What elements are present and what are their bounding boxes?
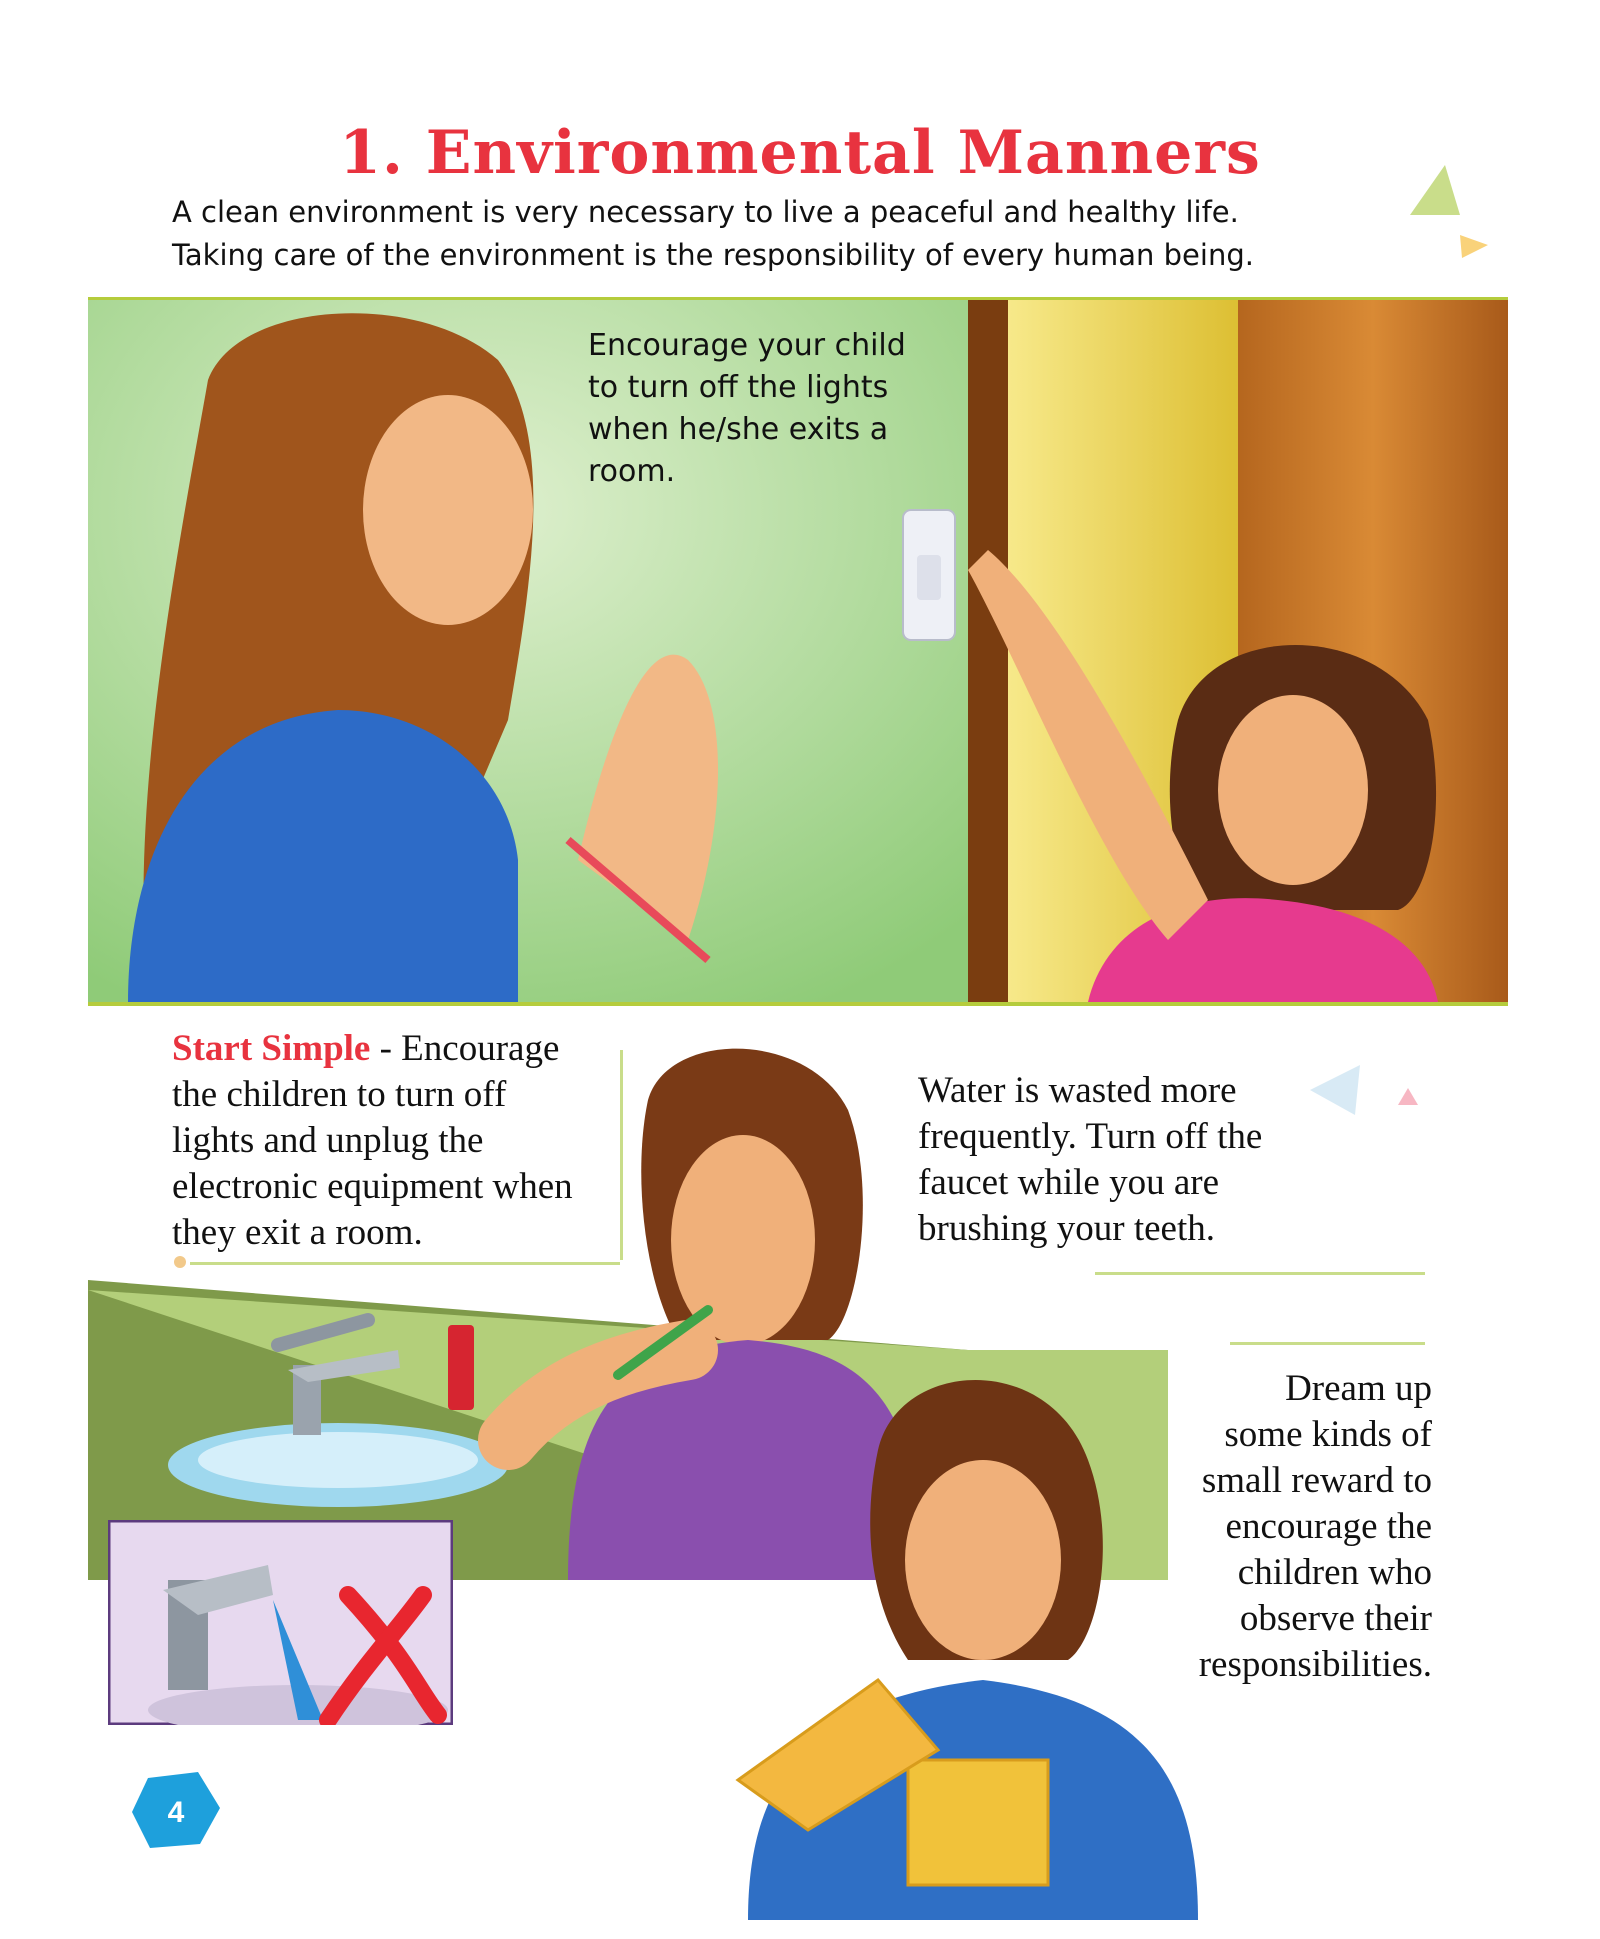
tip-underline [1230, 1342, 1425, 1345]
panel-caption-line: to turn off the lights [588, 370, 889, 405]
tip-underline [190, 1262, 620, 1265]
gift-box-icon [908, 1760, 1048, 1885]
intro-text-line-2: Taking care of the environment is the responsibility of every human being. [172, 238, 1254, 272]
tip-underline [1095, 1272, 1425, 1275]
start-simple-tip [172, 1026, 573, 1256]
panel-caption-line: when he/she exits a [588, 412, 889, 447]
reward-tip-line: responsibilities. [1198, 1644, 1432, 1685]
panel-caption [588, 325, 906, 493]
panel-caption-line: room. [588, 454, 676, 489]
water-tip-line: brushing your teeth. [918, 1208, 1215, 1249]
start-simple-line: the children to turn off [172, 1074, 507, 1115]
decorative-triangles [1300, 1060, 1450, 1180]
decorative-dot [174, 1256, 186, 1268]
tip-side-line [620, 1050, 623, 1260]
start-simple-heading: Start Simple [172, 1028, 371, 1069]
decorative-triangles [1400, 160, 1520, 260]
reward-tip-line: encourage the [1225, 1506, 1432, 1547]
water-tip-line: Water is wasted more [918, 1070, 1237, 1111]
start-simple-line: they exit a room. [172, 1212, 423, 1253]
reward-tip-line: some kinds of [1224, 1414, 1432, 1455]
intro-text-line-1: A clean environment is very necessary to live a peaceful and healthy life. [172, 195, 1239, 229]
illustration-panel [88, 300, 1508, 1002]
panel-caption-line: Encourage your child [588, 328, 906, 363]
reward-tip-line: children who [1237, 1552, 1432, 1593]
start-simple-line: - Encourage [370, 1028, 560, 1069]
start-simple-line: lights and unplug the [172, 1120, 484, 1161]
page-number-badge [128, 1770, 224, 1850]
water-tip-line: faucet while you are [918, 1162, 1219, 1203]
reward-tip-line: small reward to [1201, 1460, 1432, 1501]
water-tip [918, 1068, 1262, 1252]
running-faucet-inset [108, 1520, 453, 1725]
page-title: 1. Environmental Manners [339, 118, 1261, 188]
reward-tip-line: Dream up [1285, 1368, 1432, 1409]
water-tip-line: frequently. Turn off the [918, 1116, 1263, 1157]
toothpaste-tube-icon [448, 1325, 474, 1410]
reward-tip [1199, 1366, 1432, 1688]
reward-tip-line: observe their [1239, 1598, 1432, 1639]
divider-bottom [88, 1002, 1508, 1006]
page-number: 4 [167, 1796, 185, 1829]
start-simple-line: electronic equipment when [172, 1166, 573, 1207]
